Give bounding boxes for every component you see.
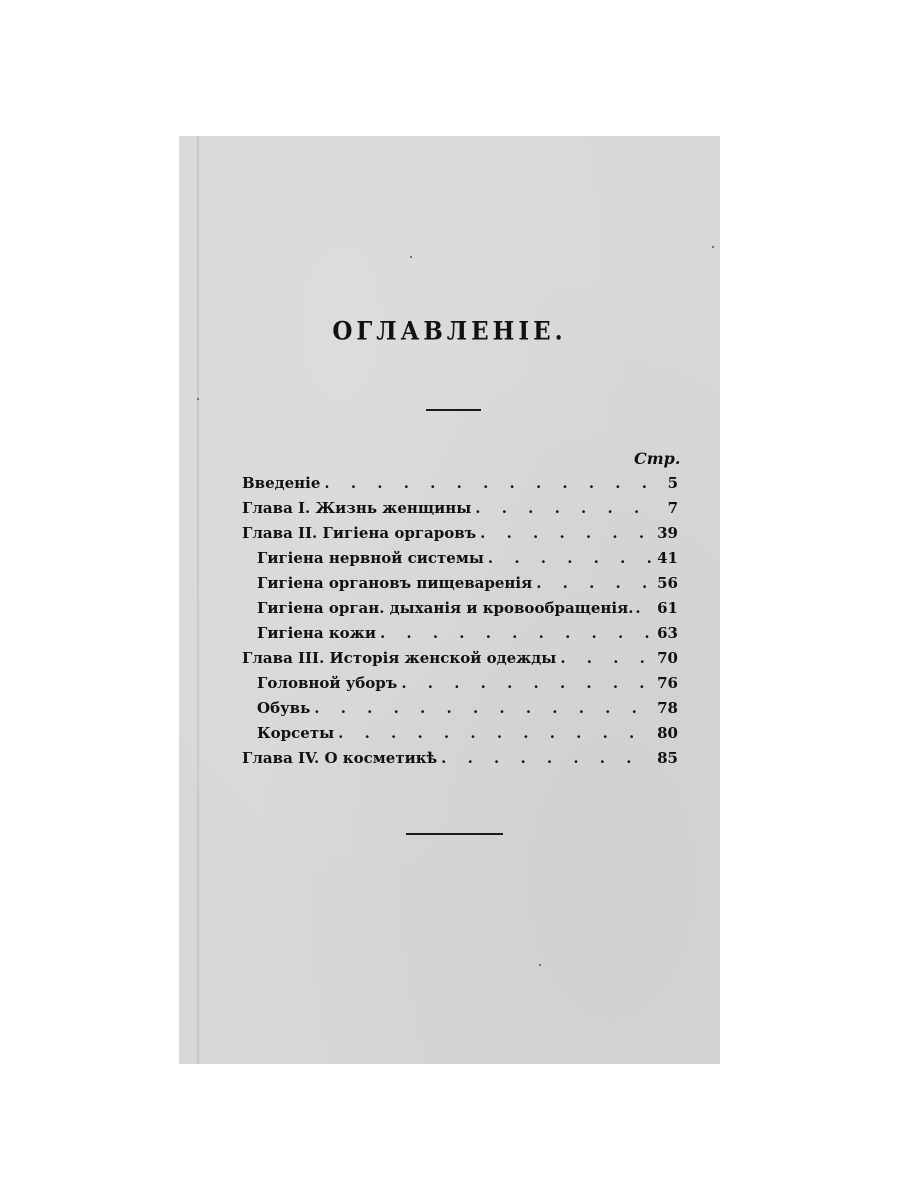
dot-leader	[338, 724, 653, 742]
page-column-header: Стр.	[634, 449, 681, 468]
closing-rule	[406, 833, 503, 835]
toc-entry	[242, 474, 678, 499]
dot-leader	[324, 474, 654, 492]
toc-entry-page: 85	[657, 749, 678, 767]
toc-subentry	[242, 574, 678, 599]
toc-subentry	[242, 599, 678, 624]
toc-entry-page: 7	[667, 499, 678, 517]
dot-leader	[635, 599, 655, 617]
toc-entry-page: 61	[657, 599, 678, 617]
dot-leader	[536, 574, 653, 592]
title-rule	[426, 409, 481, 411]
paper-speck	[712, 246, 714, 248]
toc-subentry	[242, 674, 678, 699]
toc-entry-label: Корсеты	[257, 724, 335, 742]
toc-entry-label: Глава IV. О косметикѣ	[242, 749, 438, 767]
dot-leader	[441, 749, 653, 767]
toc-entry-page: 80	[657, 724, 678, 742]
toc-entry-label: Обувь	[257, 699, 311, 717]
toc-entry-page: 41	[657, 549, 678, 567]
table-of-contents-page	[179, 136, 720, 1064]
dot-leader	[314, 699, 653, 717]
toc-entry-page: 39	[657, 524, 678, 542]
toc-entry-page: 76	[657, 674, 678, 692]
scanned-page	[179, 136, 720, 1064]
toc-entry-page: 78	[657, 699, 678, 717]
dot-leader	[480, 524, 653, 542]
paper-speck	[539, 964, 541, 966]
toc-entry-label: Гигіена орган. дыханія и кровообращенія.	[257, 599, 634, 617]
paper-speck	[410, 256, 412, 258]
toc-entry-label: Глава II. Гигіена оргаровъ	[242, 524, 477, 542]
toc-entry	[242, 749, 678, 774]
toc-entry-page: 70	[657, 649, 678, 667]
toc-entry-label: Введеніе	[242, 474, 321, 492]
dot-leader	[401, 674, 653, 692]
toc-entry-label: Головной уборъ	[257, 674, 398, 692]
toc-subentry	[242, 549, 678, 574]
toc-subentry	[242, 724, 678, 749]
page-title: ОГЛАВЛЕНІЕ.	[332, 316, 567, 347]
toc-entry	[242, 524, 678, 549]
toc-entry-label: Гигіена нервной системы	[257, 549, 484, 567]
toc-subentry	[242, 699, 678, 724]
toc-entry-page: 56	[657, 574, 678, 592]
dot-leader	[475, 499, 654, 517]
toc-subentry	[242, 624, 678, 649]
paper-speck	[197, 398, 199, 400]
toc-entry	[242, 499, 678, 524]
toc-entry-label: Гигіена органовъ пищеваренія	[257, 574, 533, 592]
dot-leader	[488, 549, 653, 567]
toc-entry-label: Глава I. Жизнь женщины	[242, 499, 472, 517]
toc-entry-label: Гигіена кожи	[257, 624, 376, 642]
toc-entry-page: 5	[667, 474, 678, 492]
toc-entry-page: 63	[657, 624, 678, 642]
toc-list	[242, 474, 678, 774]
toc-entry-label: Глава III. Исторія женской одежды	[242, 649, 557, 667]
toc-entry	[242, 649, 678, 674]
dot-leader	[560, 649, 653, 667]
dot-leader	[380, 624, 653, 642]
